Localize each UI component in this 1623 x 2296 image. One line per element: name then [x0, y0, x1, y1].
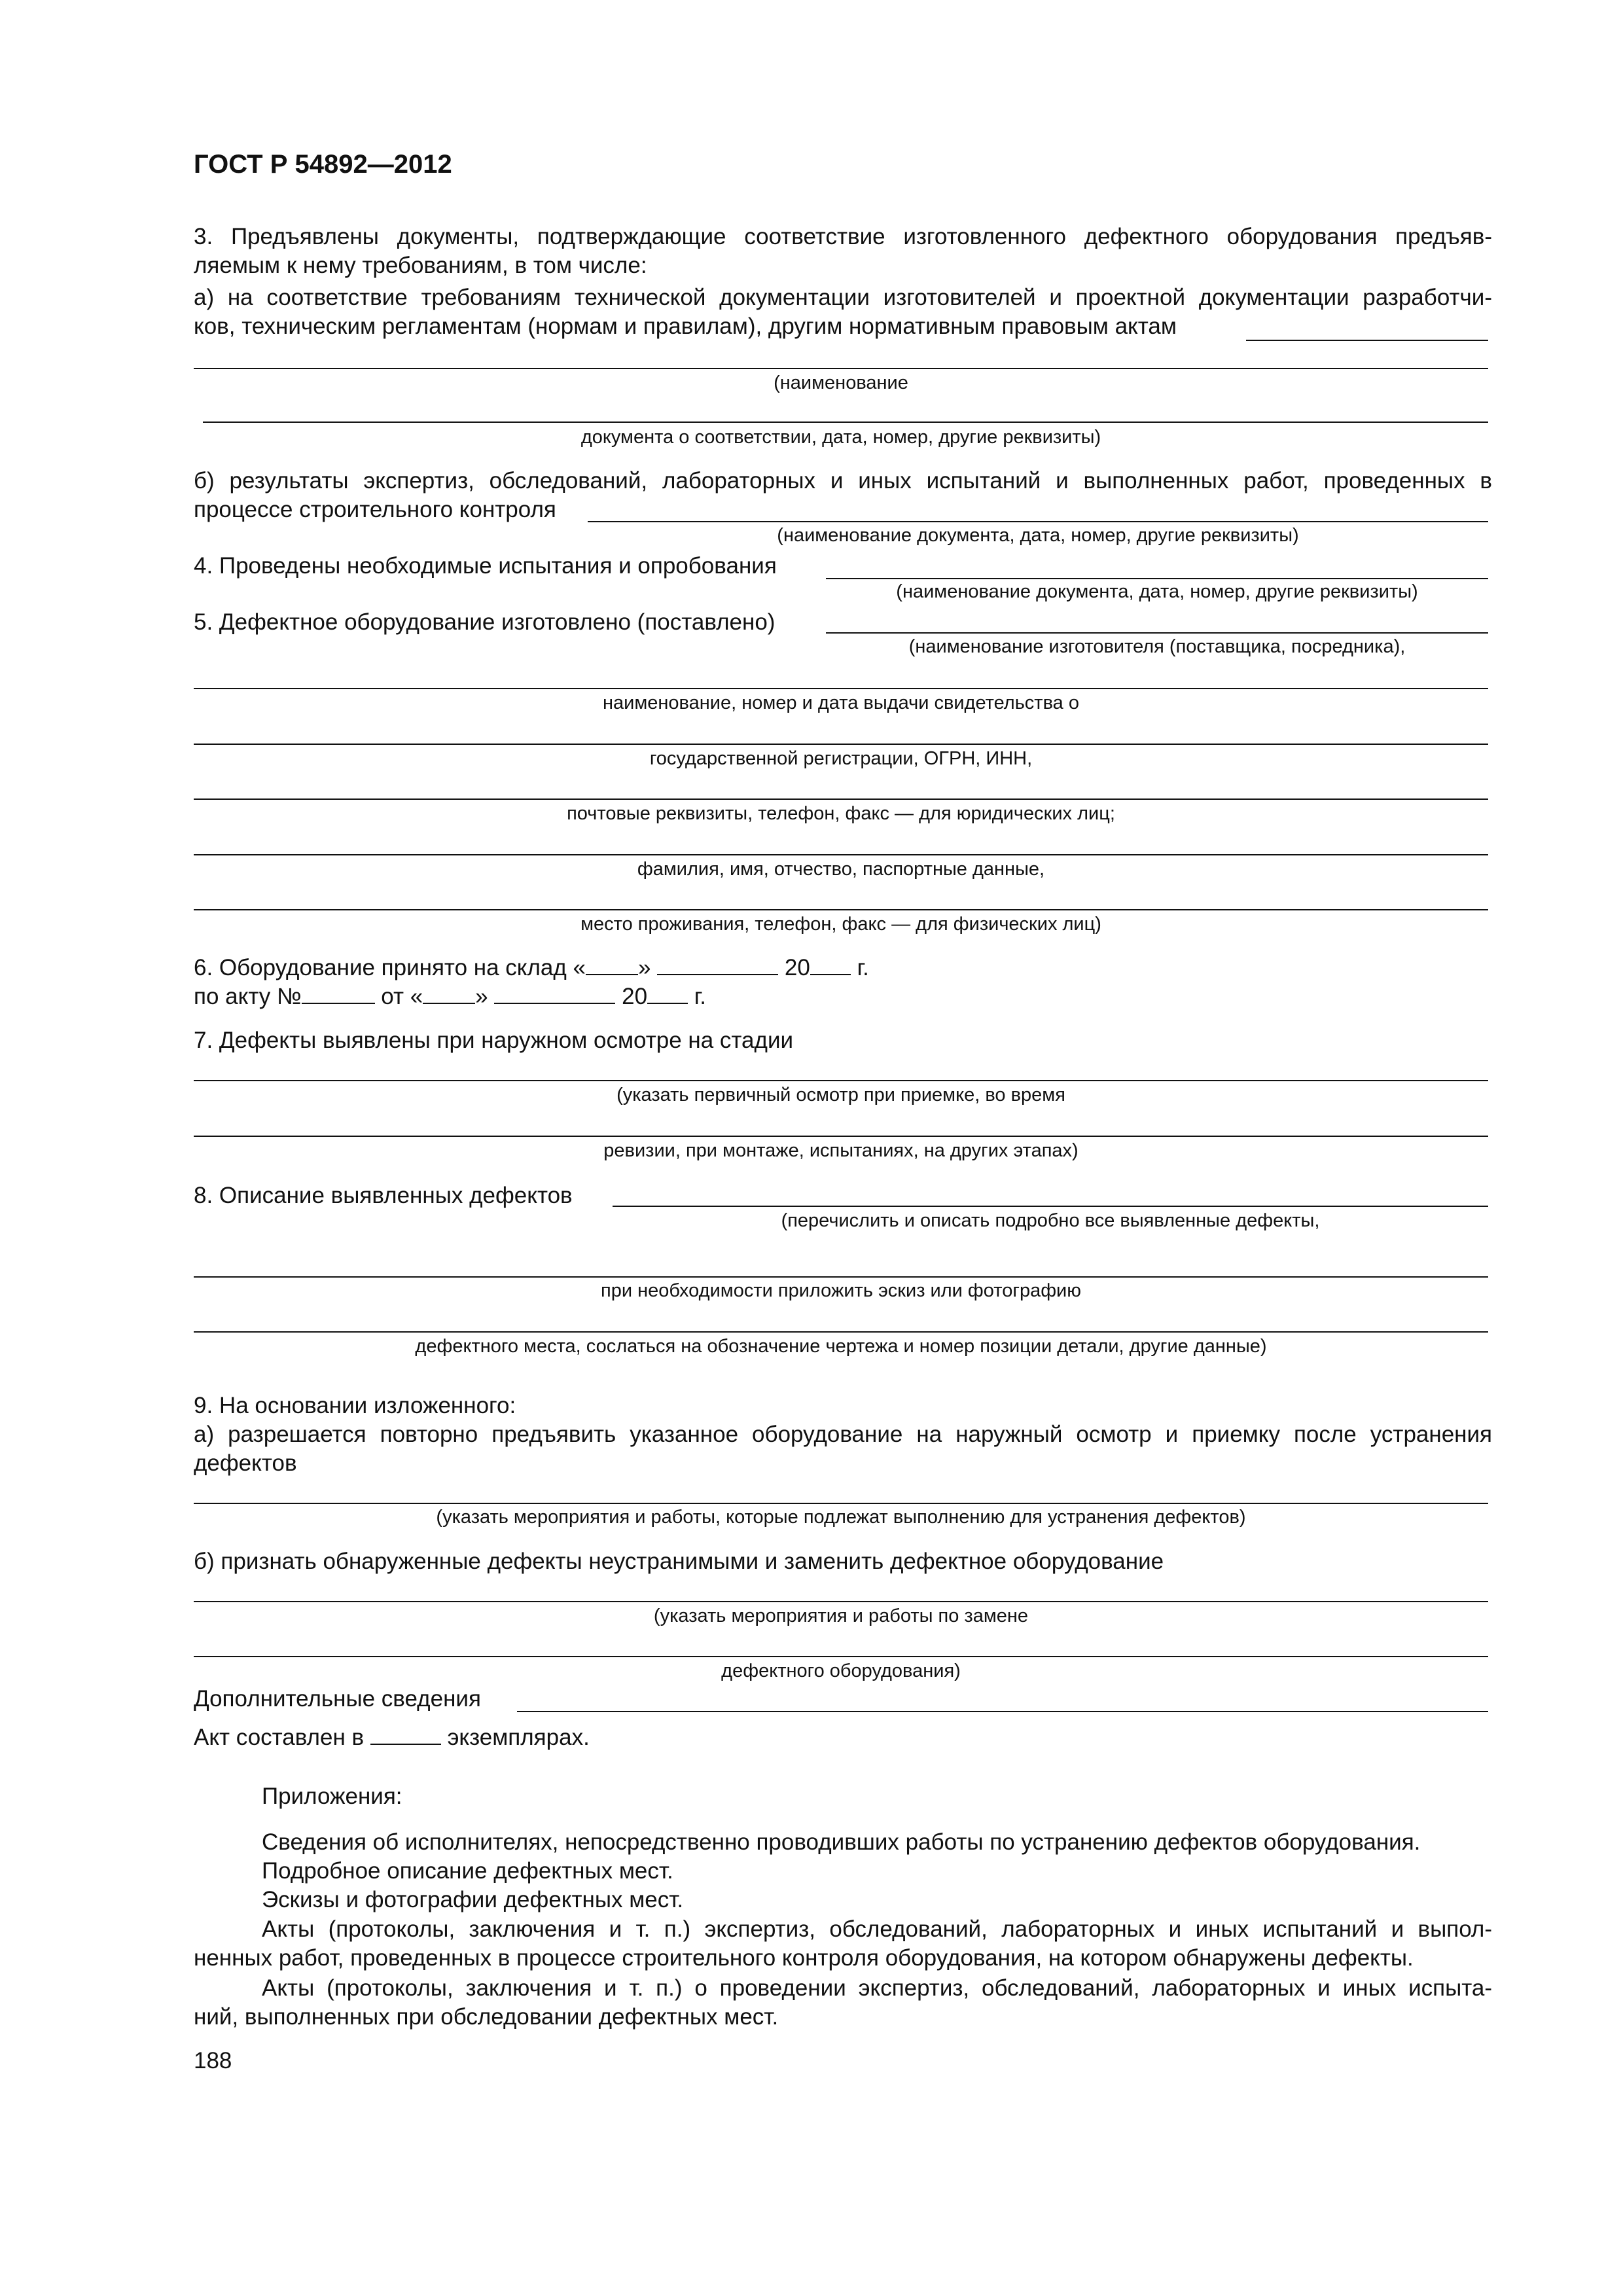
item6-line2: по акту № от « » 20 г. — [194, 982, 706, 1011]
item4-fill-line — [826, 578, 1488, 579]
document-header: ГОСТ Р 54892—2012 — [194, 150, 452, 179]
item5-fill-line-4 — [194, 798, 1488, 800]
item5-fill-line-6 — [194, 909, 1488, 910]
item8-fill-line-2 — [194, 1276, 1488, 1278]
additional-info-fill-line — [517, 1711, 1488, 1712]
item7-text: 7. Дефекты выявлены при наружном осмотре на стадии — [194, 1028, 794, 1053]
item7-hint1: (указать первичный осмотр при приемке, во время — [616, 1085, 1065, 1105]
item9b-fill-line — [194, 1601, 1488, 1602]
item4-hint: (наименование документа, дата, номер, другие реквизиты) — [896, 581, 1418, 602]
item5-fill-line-3 — [194, 744, 1488, 745]
item5-hint4: почтовые реквизиты, телефон, факс — для юридических лиц; — [567, 803, 1115, 824]
copies-line: Акт составлен в экземплярах. — [194, 1723, 590, 1752]
item9b-hint1: (указать мероприятия и работы по замене — [653, 1605, 1029, 1626]
item3b-fill-line — [588, 521, 1488, 522]
item4-text: 4. Проведены необходимые испытания и опробования — [194, 553, 777, 579]
item9a-line1: а) разрешается повторно предъявить указанное оборудование на наружный осмотр и приемку после устранения — [194, 1422, 1492, 1447]
appendix-item-4-line2: ненных работ, проведенных в процессе строительного контроля оборудования, на котором обнаружены дефекты. — [194, 1945, 1414, 1971]
appendix-item-2: Подробное описание дефектных мест. — [262, 1858, 673, 1884]
item3-line1: 3. Предъявлены документы, подтверждающие соответствие изготовленного дефектного оборудования предъяв- — [194, 224, 1492, 249]
item8-text: 8. Описание выявленных дефектов — [194, 1183, 573, 1208]
additional-info-label: Дополнительные сведения — [194, 1686, 481, 1712]
appendix-item-1: Сведения об исполнителях, непосредственно проводивших работы по устранению дефектов оборудования. — [262, 1829, 1421, 1855]
item5-hint2: наименование, номер и дата выдачи свидетельства о — [603, 692, 1079, 713]
item3a-hint1: (наименование — [774, 372, 908, 393]
item5-fill-line-2 — [194, 688, 1488, 689]
item7-fill-line-2 — [194, 1136, 1488, 1137]
item5-hint3: государственной регистрации, ОГРН, ИНН, — [649, 748, 1033, 769]
item5-fill-line-5 — [194, 854, 1488, 855]
item5-hint6: место проживания, телефон, факс — для физических лиц) — [580, 914, 1101, 935]
item9a-line2: дефектов — [194, 1450, 297, 1476]
item7-hint2: ревизии, при монтаже, испытаниях, на других этапах) — [603, 1140, 1079, 1161]
item9b-fill-line-2 — [194, 1656, 1488, 1657]
item9a-fill-line — [194, 1503, 1488, 1504]
item8-fill-line — [613, 1206, 1488, 1207]
item9b-text: б) признать обнаруженные дефекты неустранимыми и заменить дефектное оборудование — [194, 1549, 1164, 1574]
item3a-fill-line — [1246, 340, 1488, 341]
item3a-line2: ков, техническим регламентам (нормам и правилам), другим нормативным правовым актам — [194, 314, 1177, 339]
item5-hint1: (наименование изготовителя (поставщика, посредника), — [908, 636, 1406, 657]
item8-hint1: (перечислить и описать подробно все выявленные дефекты, — [781, 1210, 1320, 1231]
item6-line1: 6. Оборудование принято на склад « » 20 г. — [194, 953, 869, 982]
item3a-fill-line-2 — [194, 368, 1488, 369]
item7-fill-line — [194, 1080, 1488, 1081]
item3b-line1: б) результаты экспертиз, обследований, лабораторных и иных испытаний и выполненных работ, проведенных в — [194, 468, 1492, 493]
item3a-line1: а) на соответствие требованиям технической документации изготовителей и проектной документации разработчи- — [194, 285, 1492, 310]
appendix-item-5-line2: ний, выполненных при обследовании дефектных мест. — [194, 2004, 779, 2030]
appendix-item-3: Эскизы и фотографии дефектных мест. — [262, 1887, 684, 1912]
item5-text: 5. Дефектное оборудование изготовлено (поставлено) — [194, 609, 776, 635]
item3a-fill-line-3 — [203, 422, 1488, 423]
item5-fill-line — [826, 632, 1488, 634]
item3b-line2: процессе строительного контроля — [194, 497, 556, 522]
item9b-hint2: дефектного оборудования) — [721, 1660, 961, 1681]
item3-line2: ляемым к нему требованиям, в том числе: — [194, 253, 647, 278]
item3b-hint: (наименование документа, дата, номер, другие реквизиты) — [777, 525, 1299, 546]
item8-hint3: дефектного места, сослаться на обозначение чертежа и номер позиции детали, другие данные) — [415, 1336, 1267, 1357]
item8-hint2: при необходимости приложить эскиз или фотографию — [600, 1280, 1082, 1301]
item3a-hint2: документа о соответствии, дата, номер, другие реквизиты) — [580, 427, 1101, 448]
appendix-item-4-line1: Акты (протоколы, заключения и т. п.) экспертиз, обследований, лабораторных и иных испытаний и выпол- — [262, 1916, 1492, 1942]
page-number: 188 — [194, 2048, 232, 2073]
item9-text: 9. На основании изложенного: — [194, 1393, 516, 1418]
appendix-title: Приложения: — [262, 1784, 402, 1809]
item5-hint5: фамилия, имя, отчество, паспортные данные, — [637, 859, 1045, 880]
item8-fill-line-3 — [194, 1331, 1488, 1333]
item9a-hint: (указать мероприятия и работы, которые подлежат выполнению для устранения дефектов) — [436, 1507, 1246, 1528]
appendix-item-5-line1: Акты (протоколы, заключения и т. п.) о проведении экспертиз, обследований, лабораторных и иных испыта- — [262, 1975, 1492, 2001]
